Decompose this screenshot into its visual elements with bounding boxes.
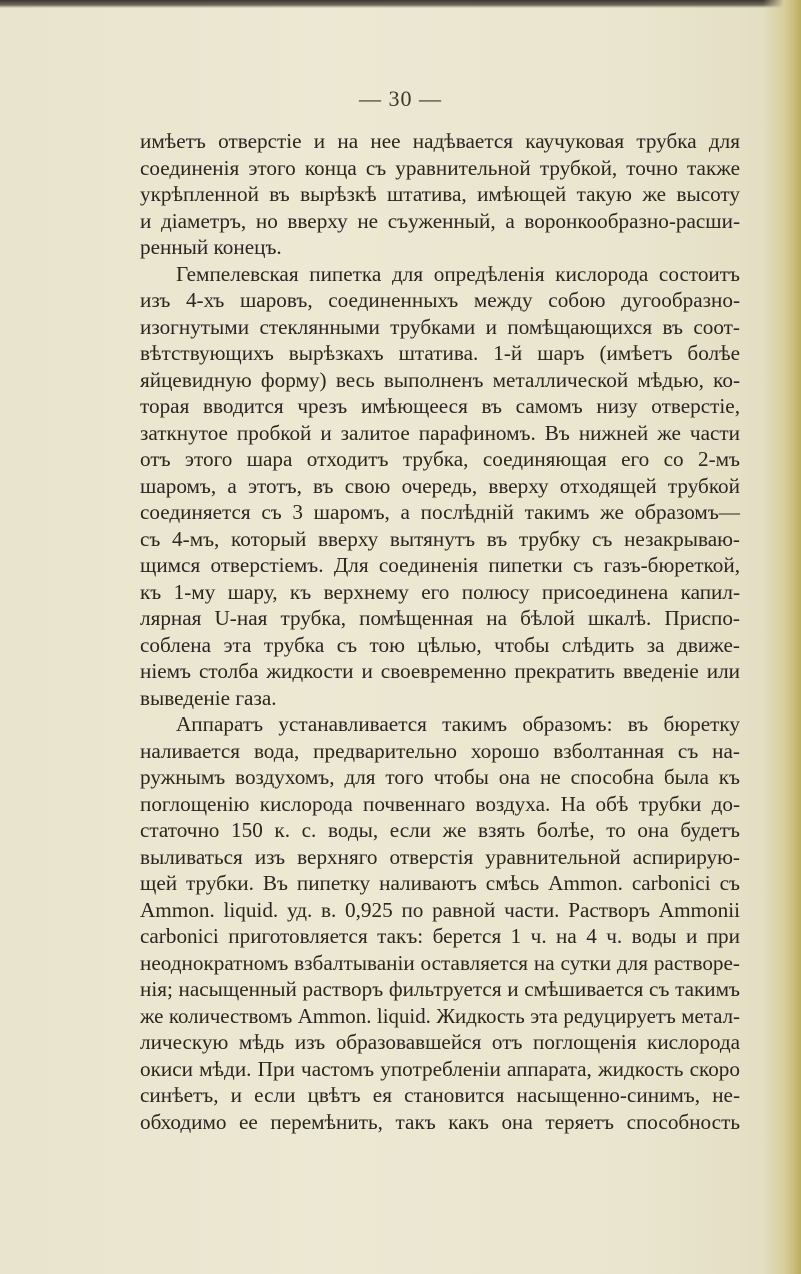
text-line: заткнутое пробкой и залитое парафиномъ. Въ нижней же части bbox=[140, 420, 740, 445]
text-line: шаромъ, а этотъ, въ свою очередь, вверху отходящей трубкой bbox=[140, 473, 740, 498]
text-line: лическую мѣдь изъ образовавшейся отъ поглощенія кислорода bbox=[140, 1030, 740, 1054]
text-line: Гемпелевская пипетка для опредѣленія кислорода состоитъ bbox=[176, 261, 740, 286]
text-line: изъ 4-хъ шаровъ, соединенныхъ между собою дугообразно- bbox=[140, 288, 740, 312]
text-line: ніемъ столба жидкости и своевременно прекратить введеніе или bbox=[140, 659, 740, 683]
text-line: ружнымъ воздухомъ, для того чтобы она не способна была къ bbox=[140, 765, 740, 789]
text-line: обходимо ее перемѣнить, такъ какъ она теряетъ способность bbox=[140, 1109, 740, 1134]
text-line: вѣтствующихъ вырѣзкахъ штатива. 1-й шаръ (имѣетъ болѣе bbox=[140, 341, 740, 365]
text-line: carbonici приготовляется такъ: берется 1 ч. на 4 ч. воды и при bbox=[140, 924, 740, 948]
text-line: торая вводится чрезъ имѣющееся въ самомъ низу отверстіе, bbox=[140, 394, 740, 418]
page-right-edge bbox=[763, 0, 801, 1274]
text-line: соединяется съ 3 шаромъ, а послѣдній такимъ же образомъ— bbox=[140, 500, 740, 524]
text-line: и діаметръ, но вверху не съуженный, а воронкообразно-расши- bbox=[140, 208, 740, 233]
text-line: яйцевидную форму) весь выполненъ металлической мѣдью, ко- bbox=[140, 367, 740, 392]
text-line: соединенія этого конца съ уравнительной трубкой, точно также bbox=[140, 155, 740, 180]
body-text bbox=[140, 128, 740, 1135]
text-line: щей трубки. Въ пипетку наливаютъ смѣсь Ammon. carbonici съ bbox=[140, 871, 740, 895]
text-line: имѣетъ отверстіе и на нее надѣвается каучуковая трубка для bbox=[140, 129, 740, 153]
text-line: же количествомъ Ammon. liquid. Жидкость эта редуцируетъ метал- bbox=[140, 1003, 740, 1028]
text-line: отъ этого шара отходитъ трубка, соединяющая его со 2-мъ bbox=[140, 447, 740, 471]
text-line: соблена эта трубка съ тою цѣлью, чтобы слѣдить за движе- bbox=[140, 632, 740, 657]
text-line: укрѣпленной въ вырѣзкѣ штатива, имѣющей такую же высоту bbox=[140, 182, 740, 206]
text-line: синѣетъ, и если цвѣтъ ея становится насыщенно-синимъ, не- bbox=[140, 1083, 740, 1107]
text-line: Ammon. liquid. уд. в. 0,925 по равной части. Растворъ Ammonii bbox=[140, 897, 740, 922]
text-line: окиси мѣди. При частомъ употребленіи аппарата, жидкость скоро bbox=[140, 1056, 740, 1081]
text-line: изогнутыми стеклянными трубками и помѣщающихся въ соот- bbox=[140, 314, 740, 339]
text-line: съ 4-мъ, который вверху вытянутъ въ трубку съ незакрываю- bbox=[140, 526, 740, 551]
text-line: нія; насыщенный растворъ фильтруется и смѣшивается съ такимъ bbox=[140, 977, 740, 1001]
text-line: ренный конецъ. bbox=[140, 235, 282, 259]
page-top-edge bbox=[0, 0, 801, 8]
page-number: — 30 — bbox=[359, 86, 442, 111]
text-line: Аппаратъ устанавливается такимъ образомъ: въ бюретку bbox=[176, 712, 740, 736]
text-line: неоднократномъ взбалтываніи оставляется на сутки для растворе- bbox=[140, 950, 740, 975]
text-line: статочно 150 к. с. воды, если же взять болѣе, то она будетъ bbox=[140, 818, 740, 842]
text-line: наливается вода, предварительно хорошо взболтанная съ на- bbox=[140, 738, 740, 763]
text-line: лярная U-ная трубка, помѣщенная на бѣлой шкалѣ. Приспо- bbox=[140, 606, 740, 630]
text-line: выведеніе газа. bbox=[140, 685, 277, 710]
text-line: къ 1-му шару, къ верхнему его полюсу присоединена капил- bbox=[140, 579, 740, 604]
text-line: выливаться изъ верхняго отверстія уравнительной аспирирую- bbox=[140, 844, 740, 869]
text-line: щимся отверстіемъ. Для соединенія пипетки съ газъ-бюреткой, bbox=[140, 553, 740, 577]
text-line: поглощенію кислорода почвеннаго воздуха. На обѣ трубки до- bbox=[140, 791, 740, 816]
